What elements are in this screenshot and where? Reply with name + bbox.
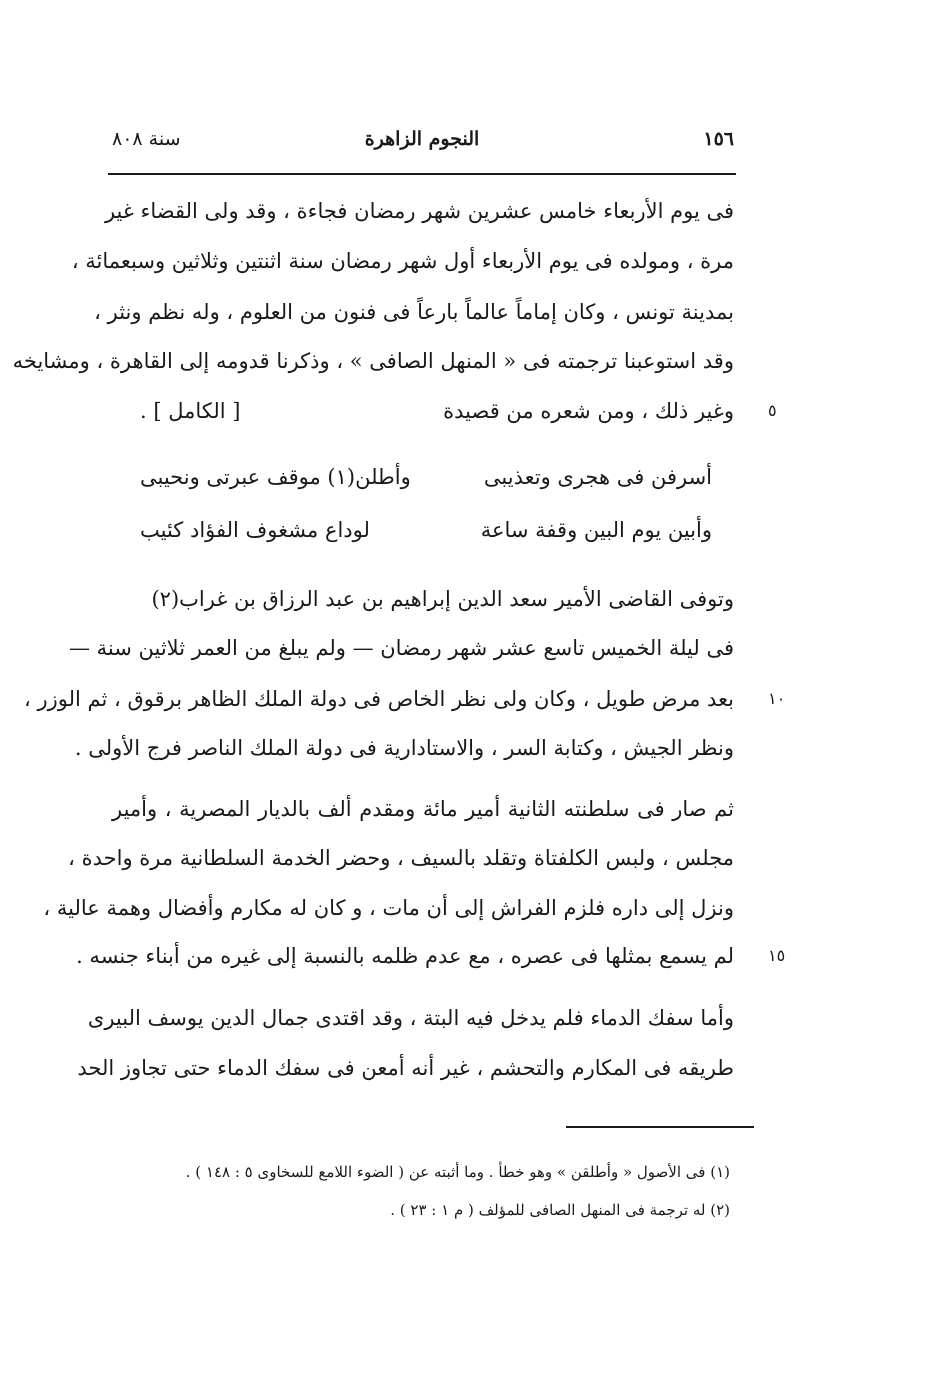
text-line: ونزل إلى داره فلزم الفراش إلى أن مات ، و كان له مكارم وأفضال وهمة عالية ،: [43, 896, 734, 920]
text-line: وقد استوعبنا ترجمته فى « المنهل الصافى » ، وذكرنا قدومه إلى القاهرة ، ومشايخه: [12, 349, 734, 373]
text-line: وغير ذلك ، ومن شعره من قصيدة: [443, 399, 734, 423]
page-header: [108, 128, 736, 160]
text-line: بعد مرض طويل ، وكان ولى نظر الخاص فى دولة الملك الظاهر برقوق ، ثم الوزر ،: [24, 687, 734, 711]
footnote: (١) فى الأصول « وأطلقن » وهو خطأ . وما أثبته عن ( الضوء اللامع للسخاوى ٥ : ١٤٨ ) .: [185, 1163, 730, 1181]
text-line: مرة ، ومولده فى يوم الأربعاء أول شهر رمضان سنة اثنتين وثلاثين وسبعمائة ،: [71, 249, 734, 273]
footnote-rule: [566, 1126, 754, 1128]
verse-line: [140, 461, 712, 493]
verse-line: [140, 514, 712, 546]
poetic-meter: [ الكامل ] .: [140, 399, 241, 423]
verse-hemistich: وأبين يوم البين وقفة ساعة: [480, 518, 712, 542]
page-number: ١٥٦: [703, 128, 734, 150]
header-rule: [108, 173, 736, 175]
line-number: ١٠: [768, 689, 786, 708]
verse-hemistich: لوداع مشغوف الفؤاد كئيب: [140, 518, 370, 542]
running-title: النجوم الزاهرة: [364, 128, 480, 150]
text-line: بمدينة تونس ، وكان إماماً عالماً بارعاً فى فنون من العلوم ، وله نظم ونثر ،: [94, 300, 734, 324]
text-line: لم يسمع بمثلها فى عصره ، مع عدم ظلمه بالنسبة إلى غيره من أبناء جنسه .: [76, 944, 734, 968]
line-number: ٥: [768, 401, 777, 420]
verse-hemistich: أسرفن فى هجرى وتعذيبى: [483, 465, 712, 489]
text-line: فى يوم الأربعاء خامس عشرين شهر رمضان فجاءة ، وقد ولى القضاء غير: [104, 199, 734, 223]
text-line: ونظر الجيش ، وكتابة السر ، والاستادارية فى دولة الملك الناصر فرج الأولى .: [74, 736, 734, 760]
footnote: (٢) له ترجمة فى المنهل الصافى للمؤلف ( م ١ : ٢٣ ) .: [390, 1201, 730, 1219]
year-heading: سنة ٨٠٨: [112, 128, 181, 150]
text-line: طريقه فى المكارم والتحشم ، غير أنه أمعن فى سفك الدماء حتى تجاوز الحد: [77, 1056, 734, 1080]
line-number: ١٥: [768, 946, 786, 965]
text-line: ثم صار فى سلطنته الثانية أمير مائة ومقدم ألف بالديار المصرية ، وأمير: [112, 797, 734, 821]
text-line: مجلس ، ولبس الكلفتاة وتقلد بالسيف ، وحضر الخدمة السلطانية مرة واحدة ،: [68, 846, 734, 870]
text-line: وتوفى القاضى الأمير سعد الدين إبراهيم بن عبد الرزاق بن غراب(٢): [151, 587, 734, 611]
text-line: وأما سفك الدماء فلم يدخل فيه البتة ، وقد اقتدى جمال الدين يوسف البيرى: [87, 1006, 734, 1030]
text-line: فى ليلة الخميس تاسع عشر شهر رمضان — ولم يبلغ من العمر ثلاثين سنة —: [68, 636, 734, 660]
verse-hemistich: وأطلن(١) موقف عبرتى ونحيبى: [140, 465, 411, 489]
